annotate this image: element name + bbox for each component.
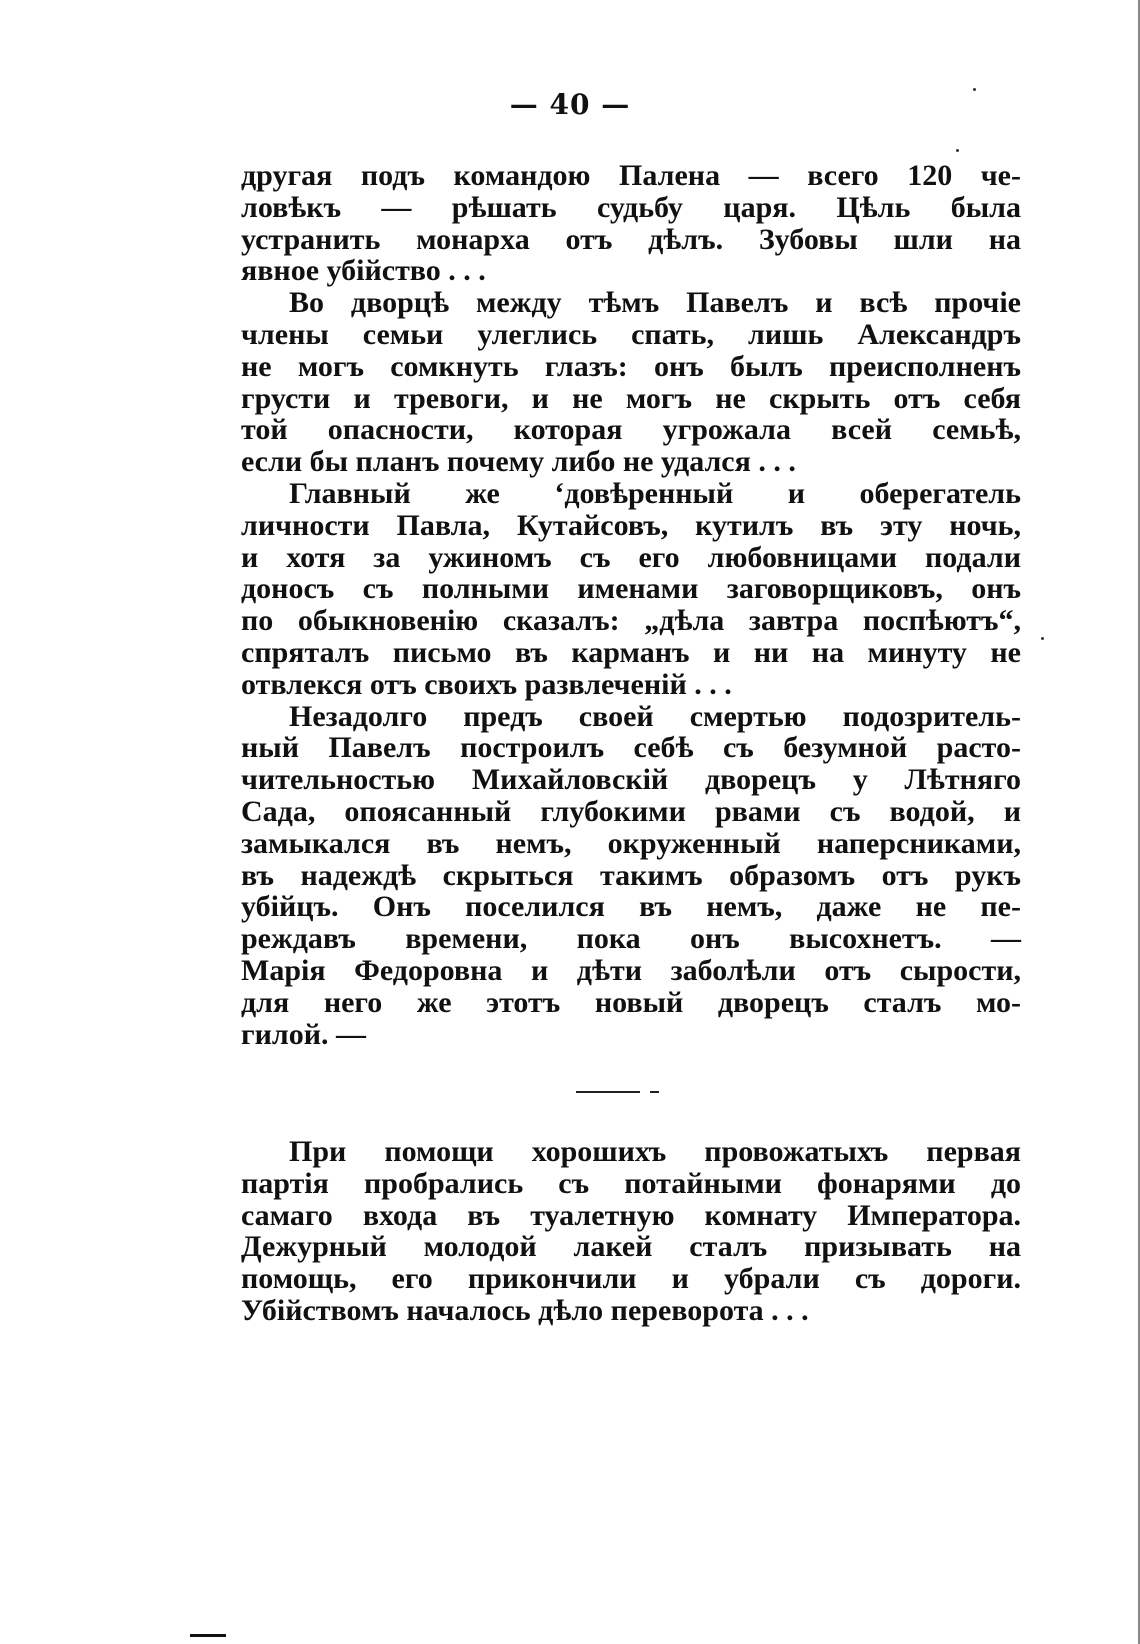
text-line: если бы планъ почему либо не удался . . . [241,445,796,479]
text-line: по обыкновенію сказалъ: „дѣла завтра поспѣютъ“, [241,604,1021,638]
text-line: въ надеждѣ скрыться такимъ образомъ отъ рукъ [241,858,1021,892]
scan-speck [956,149,959,152]
text-line: самаго входа въ туалетную комнату Императора. [241,1198,1021,1232]
text-line: Дежурный молодой лакей сталъ призывать на [241,1230,1021,1264]
text-line: личности Павла, Кутайсовъ, кутилъ въ эту ночь, [241,508,1021,542]
text-line: той опасности, которая угрожала всей семьѣ, [241,413,1021,447]
text-line: отвлекся отъ своихъ развлеченій . . . [241,667,732,701]
main-text-block [241,160,1021,1050]
scan-edge-mark [190,1634,226,1637]
scan-speck [1041,637,1044,640]
text-line: партія пробрались съ потайными фонарями до [241,1166,1021,1200]
text-line: грусти и тревоги, и не могъ не скрыть отъ себя [241,381,1021,415]
text-line: доносъ съ полными именами заговорщиковъ, онъ [241,572,1021,606]
text-line: спряталъ письмо въ карманъ и ни на минуту не [241,635,1021,669]
text-line: члены семьи улеглись спать, лишь Александръ [241,317,1021,351]
section-separator-tail [650,1091,659,1093]
text-line: для него же этотъ новый дворецъ сталъ мо- [241,985,1021,1019]
text-line: не могъ сомкнуть глазъ: онъ былъ преисполненъ [241,349,1021,383]
second-text-block [241,1136,1021,1327]
text-line: помощь, его прикончили и убрали съ дороги. [241,1262,1021,1296]
text-line: устранить монарха отъ дѣлъ. Зубовы шли на [241,222,1021,256]
text-line: и хотя за ужиномъ съ его любовницами подали [241,540,1021,574]
text-line: чительностью Михайловскій дворецъ у Лѣтняго [241,763,1021,797]
text-line: При помощи хорошихъ провожатыхъ первая [289,1135,1021,1168]
text-line: ный Павелъ построилъ себѣ съ безумной расто- [241,731,1021,765]
text-line: Незадолго предъ своей смертью подозритель- [289,699,1021,733]
text-line: ловѣкъ — рѣшать судьбу царя. Цѣль была [241,190,1021,224]
text-line: Марія Федоровна и дѣти заболѣли отъ сырости, [241,953,1021,987]
text-line: явное убійство . . . [241,254,486,288]
text-line: другая подъ командою Палена — всего 120 че- [241,159,1021,192]
text-line: Главный же ‘довѣренный и оберегатель [289,476,1021,510]
text-line: гилой. — [241,1017,367,1051]
text-line: реждавъ времени, пока онъ высохнетъ. — [241,922,1021,956]
text-line: замыкался въ немъ, окруженный наперсниками, [241,826,1021,860]
text-line: убійцъ. Онъ поселился въ немъ, даже не пе- [241,890,1021,924]
text-line: Во дворцѣ между тѣмъ Павелъ и всѣ прочіе [289,286,1021,320]
section-separator [576,1091,640,1093]
page-number: — 40 — [509,88,631,121]
scan-speck [973,88,976,91]
text-line: Сада, опоясанный глубокими рвами съ водой, и [241,794,1021,828]
text-line: Убійствомъ началось дѣло переворота . . . [241,1293,809,1327]
